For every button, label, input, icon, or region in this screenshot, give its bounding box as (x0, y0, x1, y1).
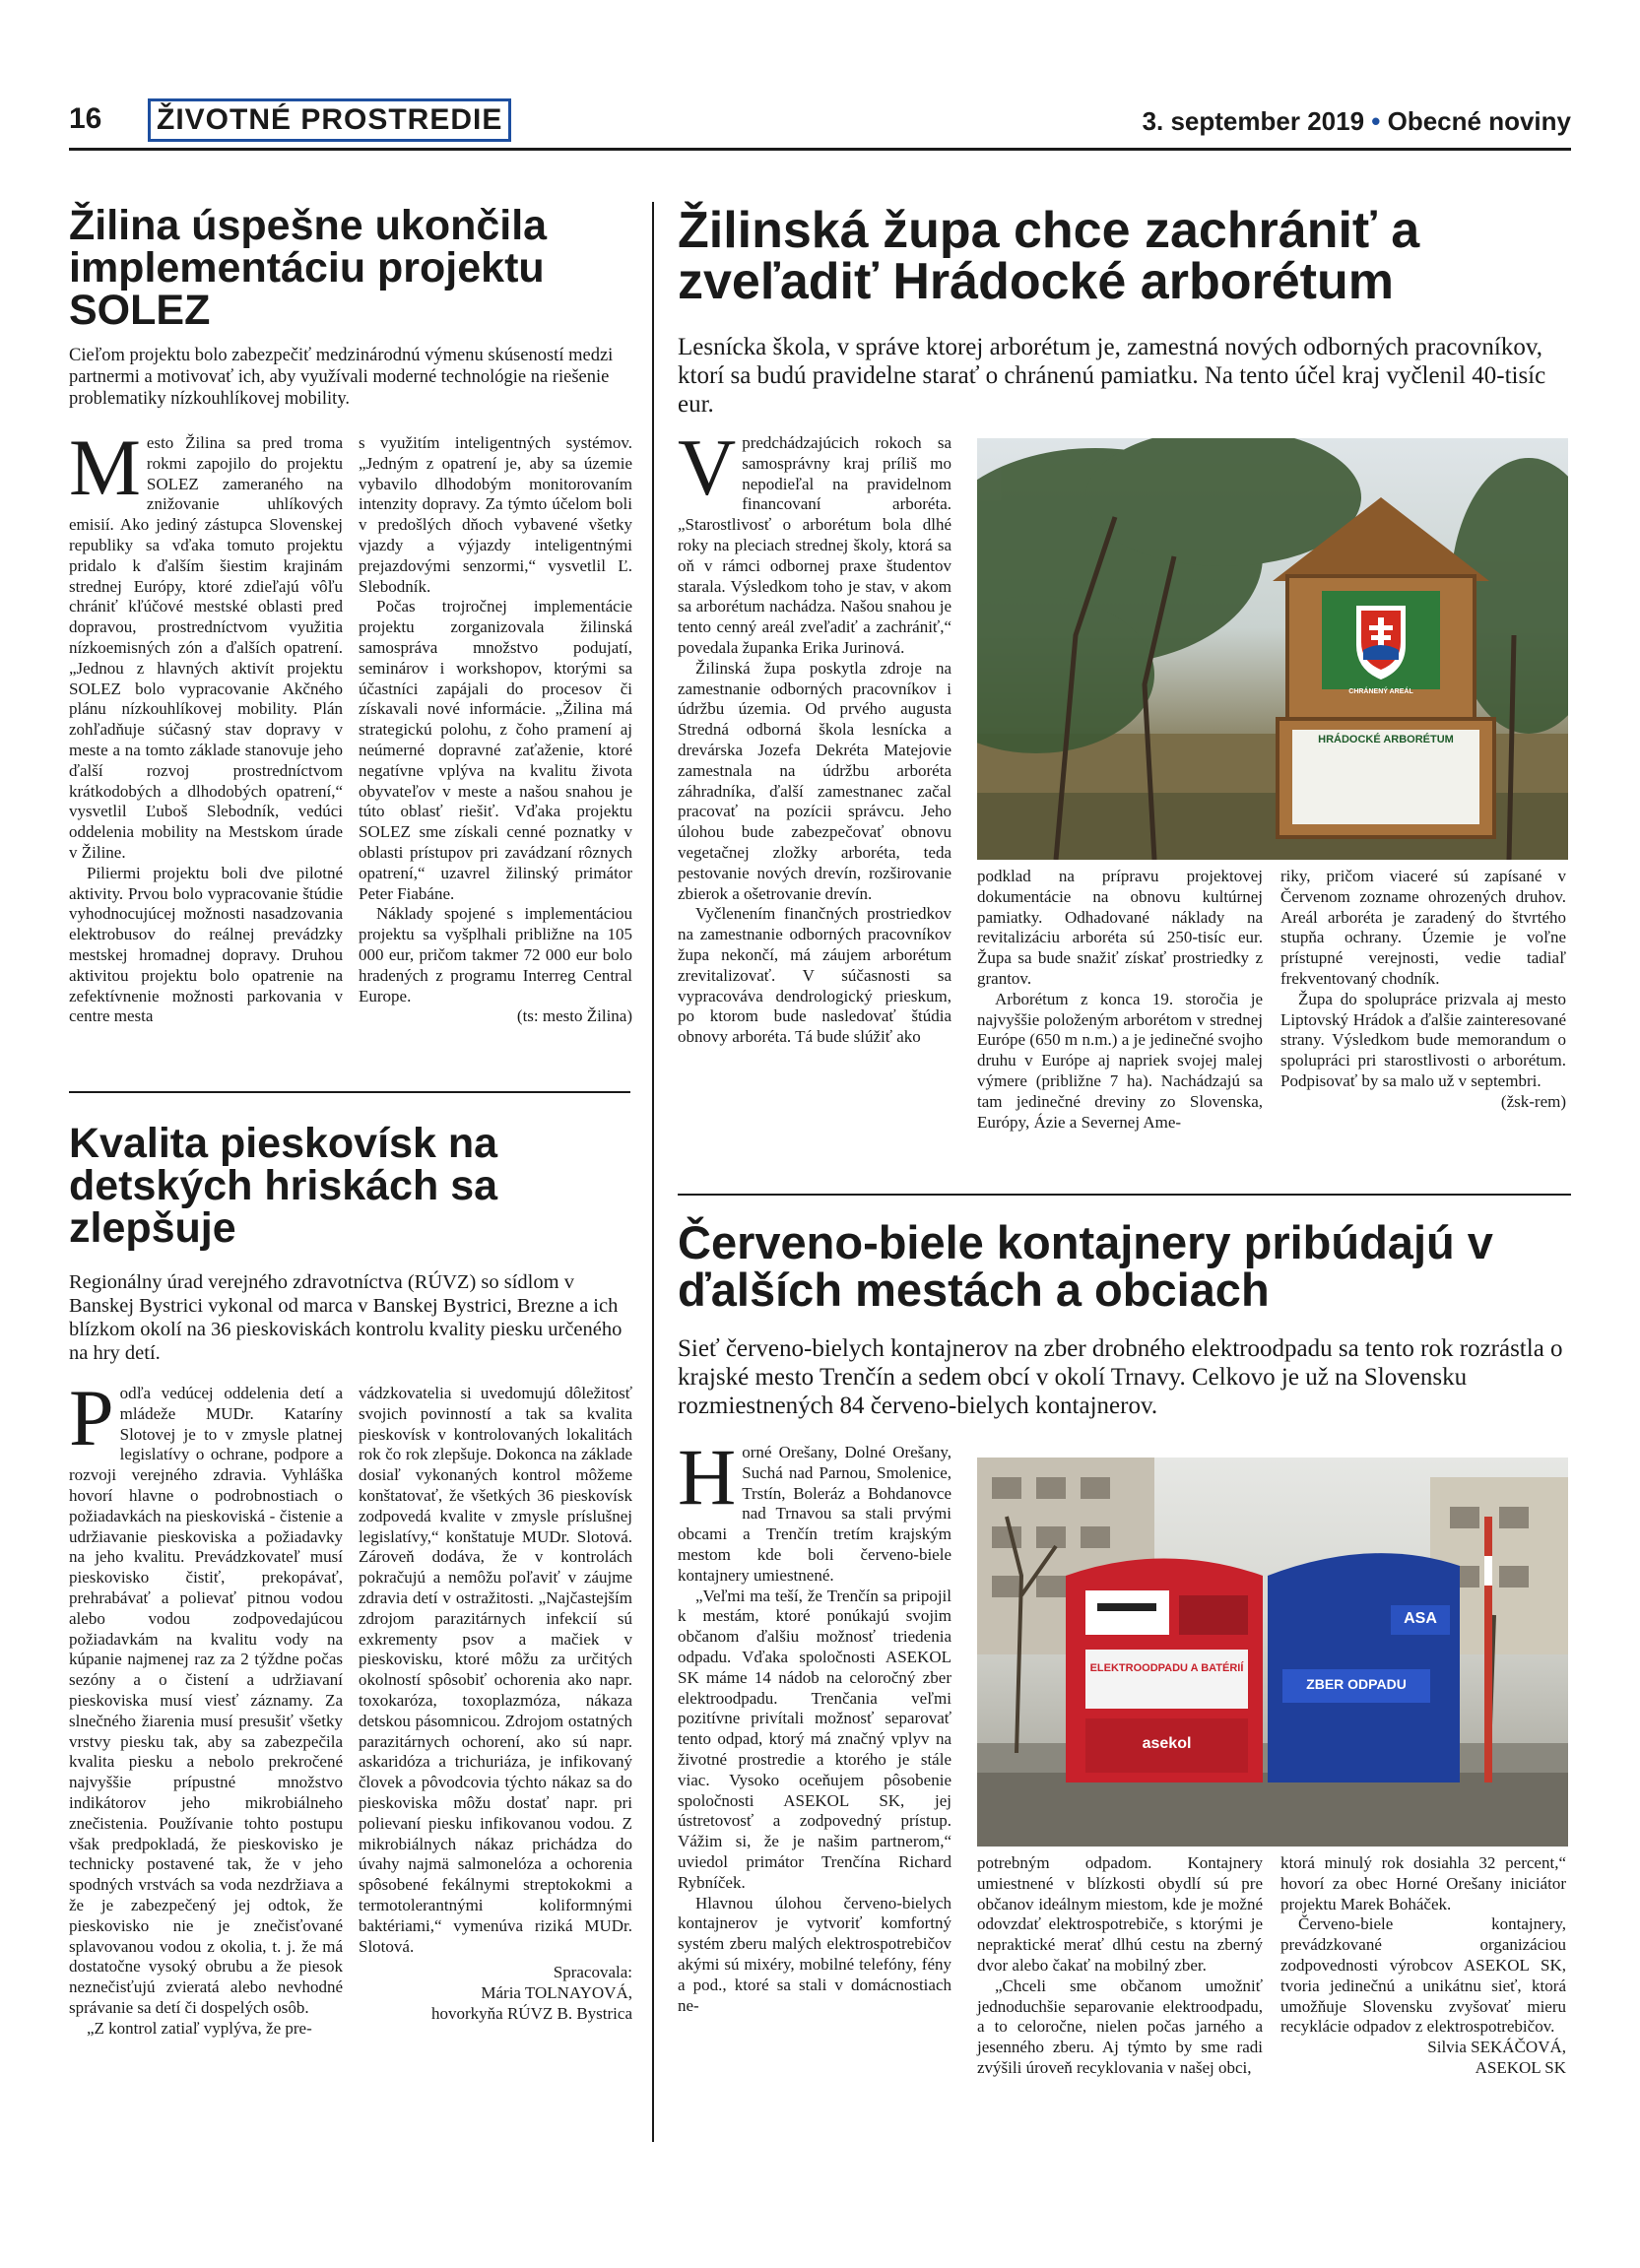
signature-line: Silvia SEKÁČOVÁ, (1427, 2038, 1566, 2057)
signature-line: hovorkyňa RÚVZ B. Bystrica (431, 2003, 632, 2023)
paragraph: Počas trojročnej implementácie projektu zorganizovala žilinská samospráva množstvo podujatí, seminárov i workshopov, ktorými sa účastníci zapájali do procesov či získavali nové informácie. „Žilina má strategickú polohu, z čoho pramení aj neúmerné dopravné zaťaženie, ktoré negatívne vplýva na kvalitu života obyvateľov v meste a našou snahou je túto oblasť riešiť. Vďaka projektu SOLEZ sme získali cenné poznatky v oblasti prístupov pri zavádzaní rôznych opatrení,“ uzavrel žilinský primátor Peter Fiabáne. (359, 597, 632, 903)
page-number: 16 (69, 102, 102, 135)
article-sandpits-lead: Regionálny úrad verejného zdravotníctva (RÚVZ) so sídlom v Banskej Bystrici vykonal od marca v Banskej Bystrici, Brezne a ich blízkom okolí na 36 pieskoviskách kontrolu kvality piesku určeného na hry detí. (69, 1271, 623, 1364)
article-containers-col2 (977, 1853, 1263, 2079)
containers-illustration (977, 1458, 1568, 1847)
article-arboretum-title: Žilinská župa chce zachrániť a zveľadiť Hrádocké arborétum (678, 202, 1420, 310)
paragraph: ktorá minulý rok dosiahla 32 percent,“ hovorí za obec Horné Orešany iniciátor projektu Marek Boháček. (1280, 1853, 1566, 1913)
paragraph: Vyčlenením finančných prostriedkov na zamestnanie odborných pracovníkov župa nekončí, má záujem arborétum zrevitalizovať. V súčasnosti sa vypracováva dendrologický prieskum, po ktorom bude nasledovať štúdia obnovy arboréta. Tá bude slúžiť ako (678, 904, 951, 1047)
red-container-brand: asekol (1142, 1735, 1192, 1752)
paragraph: orné Orešany, Dolné Orešany, Suchá nad Parnou, Smolenice, Trstín, Boleráz a Bohdanovce nad Trnavou sa stali prvými obcami a Trenčín tretím krajským mestom kde boli červeno-biele kontajnery umiestnené. (678, 1443, 951, 1585)
paragraph: podklad na prípravu projektovej dokumentácie na obnovu kultúrnej pamiatky. Odhadované náklady na revitalizáciu arboréta sú 250-tisíc eur. Župa sa bude snažiť získať prostriedky z grantov. (977, 867, 1263, 988)
article-containers-title-wrap (678, 1216, 1571, 1316)
article-containers-col3 (1280, 1853, 1566, 2079)
signature: (žsk-rem) (1500, 1091, 1566, 1111)
paragraph: odľa vedúcej oddelenia detí a mládeže MUDr. Kataríny Slotovej je to v zmysle platnej legislatívy o ochrane, podpore a rozvoji verejného zdravia. Vyhláška hovorí hlavne o podrobnostiach o požiadavkách na pieskoviská - čistenie a udržiavanie pieskoviska a požiadavky na jeho kvalitu. Prevádzkovateľ musí pieskovisko čistiť, prekopávať, prehrabávať a polievať pitnou vodou alebo vodou zodpovedajúcou požiadavkám na kvalitu vody na kúpanie najmenej raz za 2 týždne počas sezóny a o čistení a udržiavaní pieskoviska musí viesť záznamy. Za slnečného žiarenia musí presušiť všetky vrstvy piesku tak, aby sa zabezpečila kvalita piesku a nebolo prekročené najvyššie prípustné množstvo indikátorov jeho mikrobiálneho znečistenia. Používanie tohto postupu však predpokladá, že pieskovisko je technicky postavené tak, že v jeho spodných vrstvách sa voda nezdržiava a že je zabezpečený jej odtok, že pieskovisko nie je znečisťované splavovanou vodou z okolia, t. j. že má dostatočne vysoký obrubu a že piesok neznečisťujú zvieratá alebo nevhodné správanie sa detí či dospelých osôb. (69, 1384, 343, 2017)
article-arboretum-col3 (1280, 867, 1566, 1113)
signature-line: Spracovala: (553, 1963, 632, 1982)
drop-cap: P (69, 1373, 114, 1462)
sign-small-text: CHRÁNENÝ AREÁL (1348, 688, 1413, 695)
signature: (ts: mesto Žilina) (516, 1006, 632, 1026)
article-divider (678, 1194, 1571, 1196)
paragraph: „Chceli sme občanom umožniť jednoduchšie separovanie elektroodpadu, a to celoročne, nielen počas jarného a jesenného zberu. Aj týmto by sme radi zvýšili úroveň recyklovania v našej obci, (977, 1976, 1263, 2077)
red-container-label: ELEKTROODPADU A BATÉRIÍ (1089, 1662, 1244, 1674)
article-divider (69, 1091, 630, 1093)
paragraph: s využitím inteligentných systémov. „Jedným z opatrení je, aby sa územie vybavilo dlhodobým monitorovaním intenzity dopravy. Za týmto účelom boli v predošlých dňoch vybavené všetky vjazdy a výjazdy inteligentnými prejazdovými senzormi,“ vysvetlil Ľ. Slebodník. (359, 433, 632, 596)
paragraph: riky, pričom viaceré sú zapísané v Červenom zozname ohrozených druhov. Areál arboréta je zaradený do štvrtého stupňa ochrany. Územie je voľne prístupné verejnosti, vedie tadiaľ frekventovaný chodník. (1280, 867, 1566, 988)
article-sandpits-title: Kvalita pieskovísk na detských hriskách sa zlepšuje (69, 1120, 498, 1252)
article-containers-lead: Sieť červeno-bielych kontajnerov na zber drobného elektroodpadu sa tento rok rozrástla o krajské mesto Trenčín a sedem obcí v okolí Trnavy. Celkovo je už na Slovensku rozmiestnených 84 červeno-bielych kontajnerov. (678, 1335, 1563, 1419)
article-arboretum-col1 (678, 422, 951, 1048)
article-solez-col1 (69, 422, 343, 1027)
article-solez-col2 (359, 433, 632, 1027)
article-arboretum-col2 (977, 867, 1263, 1133)
article-solez-title: Žilina úspešne ukončila implementáciu projektu SOLEZ (69, 202, 548, 334)
sign-title: HRÁDOCKÉ ARBORÉTUM (1318, 734, 1454, 745)
arboretum-photo (977, 438, 1568, 860)
article-arboretum-lead: Lesnícka škola, v správe ktorej arborétum je, zamestná nových odborných pracovníkov, ktorí sa budú pravidelne starať o chránenú pamiatku. Na tento účel kraj vyčlenil 40-tisíc eur. (678, 334, 1546, 418)
paragraph: „Veľmi ma teší, že Trenčín sa pripojil k mestám, ktoré ponúkajú svojim občanom ďalšiu možnosť triedenia odpadu. Vďaka spoločnosti ASEKOL SK máme 14 nádob na celoročný zber elektroodpadu. Trenčania veľmi pozitívne privítali možnosť separovať tento odpad, ktorý má značný vplyv na životné prostredie a ktorého je stále viac. Vysoko oceňujem pôsobenie spoločnosti ASEKOL SK, jej ústretovosť a zodpovedný prístup. Vážim si, že je našim partnerom,“ uviedol primátor Trenčína Richard Rybníček. (678, 1586, 951, 1892)
paragraph: vádzkovatelia si uvedomujú dôležitosť svojich povinností a tak sa kvalita pieskovísk v kontrolovaných lokalitách rok čo rok zlepšuje. Dokonca na základe dosiaľ vykonaných kontrol môžeme konštatovať, že všetkých 36 pieskovísk zodpovedá kvalite v zmysle príslušnej legislatívy,“ konštatuje MUDr. Slotová. Zároveň dodáva, že v kontrolách pokračujú a nemôžu poľaviť v záujme zdravia detí v ostražitosti. „Najčastejším zdrojom parazitárnych infekcií sú exkrementy psov a mačiek v pieskovisku, ktoré môžu za určitých okolností spôsobiť ochorenia ako napr. toxokaróza, toxoplazmóza, nákaza detskou pásomnicou. Zdrojom ostatných parazitárnych ochorení, ako sú napr. askaridóza a trichuriáza, je infikovaný človek a pôvodcovia týchto nákaz sa do pieskoviska môžu dostať napr. pri polievaní piesku infikovanou vodou. Z mikrobiálnych nákaz prichádza do úvahy najmä salmonelóza a ochorenia spôsobené fekálnymi streptokokmi a termotolerantnými koliformnými baktériami,“ vymenúva riziká MUDr. Slotová. (359, 1384, 632, 1956)
paragraph: potrebným odpadom. Kontajnery umiestnené v blízkosti obydlí sú pre občanov ideálnym miestom, kde je možné odovzdať elektrospotrebiče, s ktorými je nepraktické merať dlhú cestu na zberný dvor alebo čakať na mobilný zber. (977, 1853, 1263, 1975)
paragraph: Župa do spolupráce prizvala aj mesto Liptovský Hrádok a ďalšie zainteresované strany. Výsledkom bude memorandum o spolupráci pri starostlivosti o arborétum. Podpisovať by sa malo už v septembri. (1280, 989, 1566, 1090)
article-solez-lead: Cieľom projektu bolo zabezpečiť medzinárodnú výmenu skúseností medzi partnermi a motivovať ich, aby využívali moderné technológie na riešenie problematiky nízkouhlíkovej mobility. (69, 346, 614, 409)
article-arboretum-title-wrap (678, 202, 1571, 310)
drop-cap: V (678, 422, 737, 512)
article-solez-title-wrap (69, 202, 630, 334)
containers-photo (977, 1458, 1568, 1847)
column-divider (652, 202, 654, 2142)
blue-container-brand: ASA (1404, 1610, 1437, 1627)
paragraph: Piliermi projektu boli dve pilotné aktivity. Prvou bolo vypracovanie štúdie vyhodnocujúcej možnosti nasadzovania elektrobusov do reálnej prevádzky mestskej hromadnej dopravy. Druhou aktivitou projektu bolo opatrenie na zefektívnenie možnosti parkovania v centre mesta (69, 863, 343, 1026)
article-containers-col1 (678, 1432, 951, 2016)
bullet: • (1371, 106, 1381, 136)
paper-name: Obecné noviny (1387, 106, 1571, 136)
paragraph: predchádzajúcich rokoch sa samosprávny kraj príliš mo nepodieľal na pravidelnom financovaní arboréta. „Starostlivosť o arborétum bola dlhé roky na pleciach strednej školy, ktorá sa oň v rámci odbornej praxe študentov starala. Výsledkom toho je stav, v akom sa arborétum nachádza. Našou snahou je tento cenný areál zveľadiť a zachrániť,“ povedala županka Erika Jurinová. (678, 433, 951, 657)
signature-line: ASEKOL SK (1475, 2057, 1566, 2077)
paragraph: esto Žilina sa pred troma rokmi zapojilo do projektu SOLEZ zameraného na znižovanie uhlíkových emisií. Ako jediný zástupca Slovenskej republiky sa vďaka tomuto projektu pridalo k ďalším šiestim krajinám strednej Európy, ktoré zdieľajú vôľu chrániť kľúčové mestské oblasti pred dopravou, prostredníctvom využitia nízkoemisných zón a ďalších opatrení. „Jednou z hlavných aktivít projektu SOLEZ bolo vypracovanie Akčného plánu nízkouhlíkovej mobility. Plán zohľadňuje súčasný stav dopravy v meste a na tomto základe stanovuje jeho ďalší rozvoj prostredníctvom krátkodobých a dlhodobých opatrení,“ vysvetlil Ľuboš Slebodník, vedúci oddelenia mobility na Mestskom úrade v Žiline. (69, 433, 343, 862)
section-title: ŽIVOTNÉ PROSTREDIE (148, 98, 511, 142)
article-sandpits-col2 (359, 1384, 632, 2025)
paragraph: Žilinská župa poskytla zdroje na zamestnanie odborných pracovníkov i údržbu územia. Od prvého augusta Stredná odborná škola lesnícka a drevárska Jozefa Dekréta Matejovie zamestnala na údržbu arboréta záhradníka, ďalší zamestnanec začal pracovať na pozícii správcu. Jeho úlohou bude zabezpečovať obnovu vegetačnej zložky arboréta, teda pestovanie nových drevín, rozširovanie zbierok a ošetrovanie drevín. (678, 658, 951, 903)
paragraph: Červeno-biele kontajnery, prevádzkované organizáciou zodpovednosti výrobcov ASEKOL SK, tvoria jedinečnú a unikátnu sieť, ktorá umožňuje Slovensku zvyšovať mieru recyklácie odpadov z elektrospotrebičov. (1280, 1914, 1566, 2037)
signature-line: Mária TOLNAYOVÁ, (481, 1983, 632, 2003)
paragraph: Arborétum z konca 19. storočia je najvyššie položeným arborétom v strednej Európe (650 m n.m.) a je jedinečné svojho druhu v Európe aj napriek svojej malej výmere (približne 7 ha). Nachádzajú sa tam jedinečné dreviny zo Slovenska, Európy, Ázie a Severnej Ame- (977, 989, 1263, 1132)
paragraph: Hlavnou úlohou červeno-bielych kontajnerov je vytvoriť komfortný systém zberu malých elektrospotrebičov akými sú mixéry, mobilné telefóny, fény a pod., ktoré sa stali v domácnostiach ne- (678, 1893, 951, 2015)
arboretum-illustration (977, 438, 1568, 860)
drop-cap: H (678, 1432, 737, 1522)
paragraph: „Z kontrol zatiaľ vyplýva, že pre- (87, 2018, 312, 2038)
article-containers-title: Červeno-biele kontajnery pribúdajú v ďalších mestách a obciach (678, 1216, 1493, 1316)
article-sandpits-title-wrap (69, 1120, 630, 1252)
blue-container-label: ZBER ODPADU (1306, 1676, 1407, 1692)
drop-cap: M (69, 422, 141, 512)
issue-date: 3. september 2019 (1142, 106, 1365, 136)
header-rule (69, 148, 1571, 151)
paragraph: Náklady spojené s implementáciou projektu sa vyšplhali približne na 105 000 eur, pričom takmer 72 000 eur bolo hradených z programu Interreg Central Europe. (359, 904, 632, 1005)
issue-info (1143, 106, 1571, 137)
article-sandpits-col1 (69, 1373, 343, 2040)
